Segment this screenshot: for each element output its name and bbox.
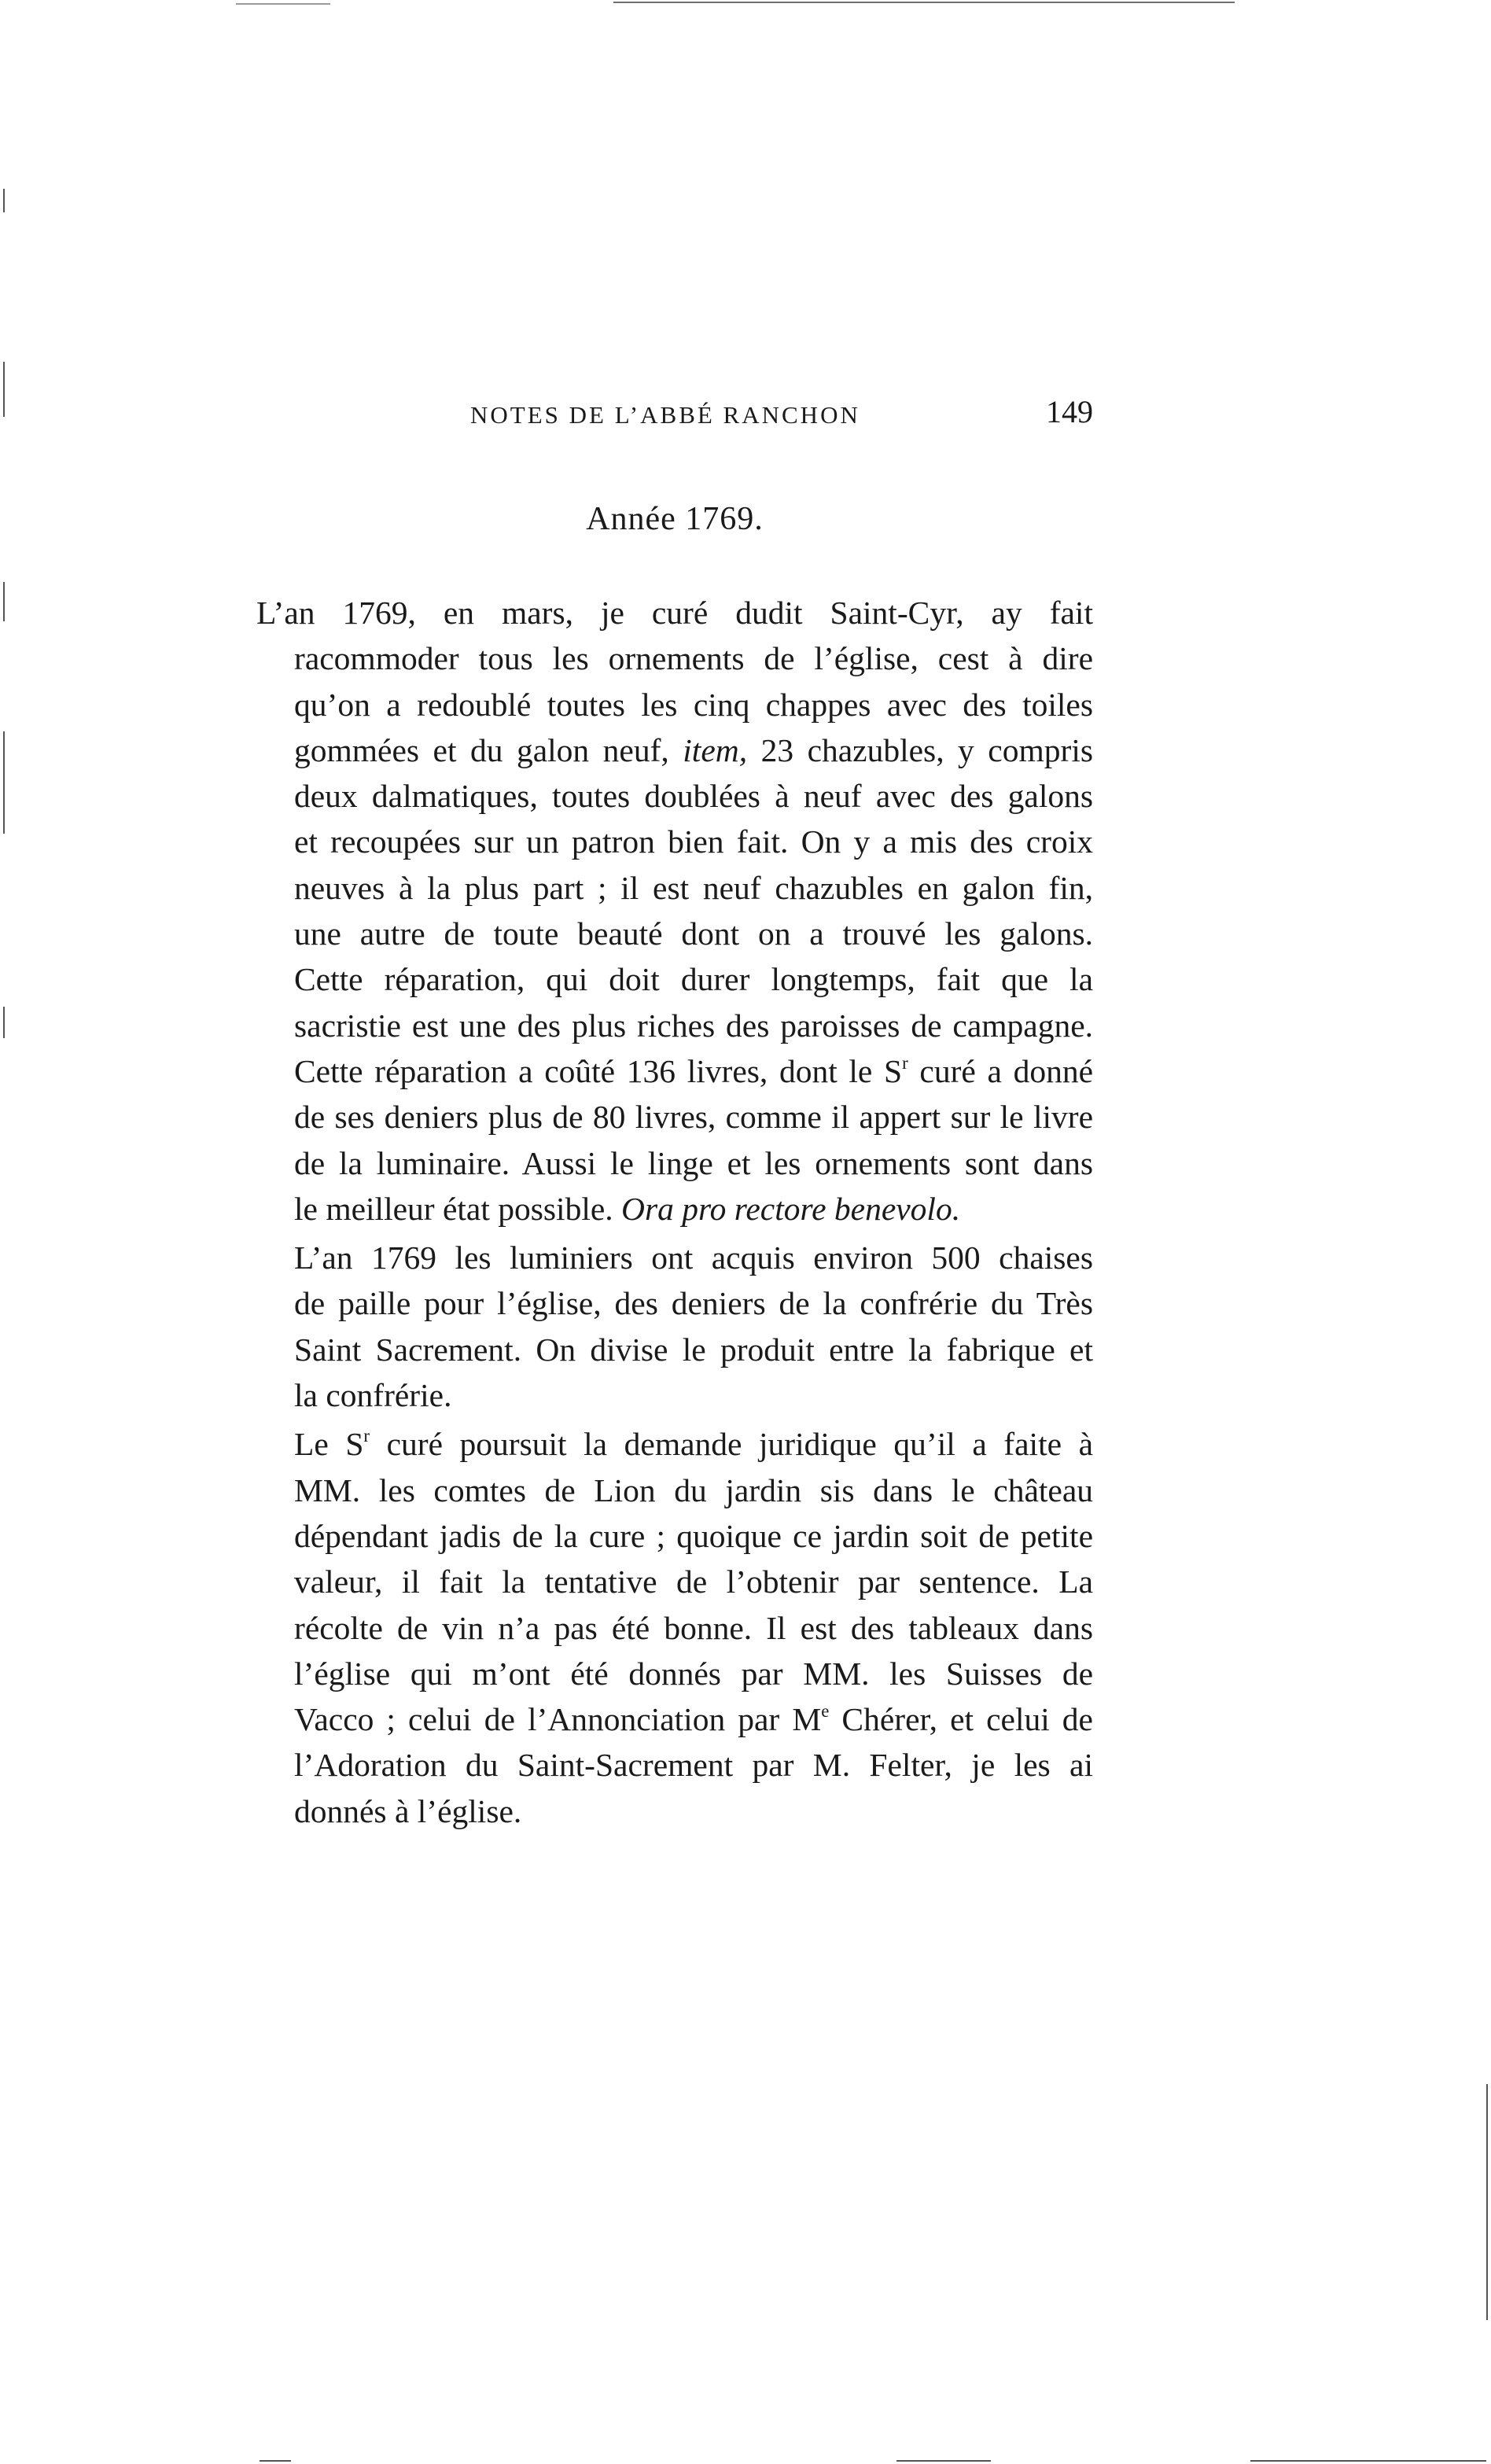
text-fragment: curé poursuit la demande juridique qu’il a faite à [370,1426,1093,1463]
text-line [256,1186,1093,1232]
text-fragment: Cette réparation a coûté 136 livres, dont le S [294,1052,903,1089]
scan-edge-left-mark [3,731,5,834]
text-line: valeur, il fait la tentative de l’obtenir par sentence. La [294,1563,1093,1600]
paragraph-2 [256,1235,1093,1418]
text-line [256,727,1093,773]
text-line: qu’on a redoublé toutes les cinq chappes avec des toiles [294,686,1093,723]
text-line: récolte de vin n’a pas été bonne. Il est des tableaux dans [294,1609,1093,1646]
text-line: une autre de toute beauté dont on a trouvé les galons. [294,915,1093,952]
text-line: et recoupées sur un patron bien fait. On y a mis des croix [294,823,1093,860]
text-line: neuves à la plus part ; il est neuf chazubles en galon fin, [294,869,1093,906]
scan-edge-left-mark [3,189,5,212]
section-heading: Année 1769. [586,501,764,537]
text-line: dépendant jadis de la cure ; quoique ce jardin soit de petite [294,1517,1093,1554]
text-line: la confrérie. [294,1377,452,1414]
superscript: e [821,1701,830,1722]
text-line: MM. les comtes de Lion du jardin sis dans le château [294,1471,1093,1508]
text-line [256,1696,1093,1742]
text-line: deux dalmatiques, toutes doublées à neuf avec des galons [294,778,1093,815]
text-fragment: 23 chazubles, y compris [747,731,1094,768]
text-fragment: Chérer, et celui de [829,1701,1093,1738]
text-line: Saint Sacrement. On divise le produit entre la fabrique et [294,1331,1093,1368]
page-number: 149 [1046,394,1093,429]
running-head-title: NOTES DE L’ABBÉ RANCHON [470,401,860,429]
text-fragment: Vacco ; celui de l’Annonciation par M [294,1701,822,1738]
text-fragment: curé a donné [907,1052,1094,1089]
text-line: l’église qui m’ont été donnés par MM. les Suisses de [294,1655,1093,1692]
scan-edge-top-left [236,3,330,5]
italic-phrase: Ora pro rectore benevolo. [621,1190,961,1227]
scan-edge-left-mark [3,362,5,417]
text-fragment: gommées et du galon neuf, [294,731,669,768]
paragraph-1 [256,590,1093,1232]
paragraph-3 [256,1421,1093,1834]
superscript: r [902,1052,908,1073]
text-line: de la luminaire. Aussi le linge et les ornements sont dans [294,1144,1093,1181]
text-line: de paille pour l’église, des deniers de la confrérie du Très [294,1285,1093,1322]
scan-edge-bottom-left [260,2460,291,2462]
scan-edge-right-mark [1486,2084,1488,2320]
text-line: sacristie est une des plus riches des paroisses de campagne. [294,1007,1093,1044]
text-line: racommoder tous les ornements de l’église, cest à dire [294,640,1093,677]
scan-edge-left-mark [3,1007,5,1038]
text-fragment: Le S [294,1426,364,1463]
text-line [256,1048,1093,1094]
scan-edge-top-right [613,2,1235,3]
text-line: de ses deniers plus de 80 livres, comme il appert sur le livre [294,1099,1093,1136]
superscript: r [363,1426,370,1446]
scan-edge-bottom-mid [896,2460,991,2462]
text-line: donnés à l’église. [294,1792,522,1829]
text-line: L’an 1769 les luminiers ont acquis environ 500 chaises [294,1239,1093,1276]
text-line: Cette réparation, qui doit durer longtemps, fait que la [294,961,1093,998]
text-fragment: le meilleur état possible. [294,1190,613,1227]
body-text [256,590,1093,1834]
scan-edge-left-mark [3,582,5,621]
text-line: l’Adoration du Saint-Sacrement par M. Felter, je les ai [294,1747,1093,1784]
running-head [256,393,1093,440]
italic-word: item, [683,731,748,768]
text-line: L’an 1769, en mars, je curé dudit Saint-Cyr, ay fait [256,595,1093,631]
scan-edge-bottom-right [1250,2460,1486,2462]
text-line [256,1421,1093,1467]
